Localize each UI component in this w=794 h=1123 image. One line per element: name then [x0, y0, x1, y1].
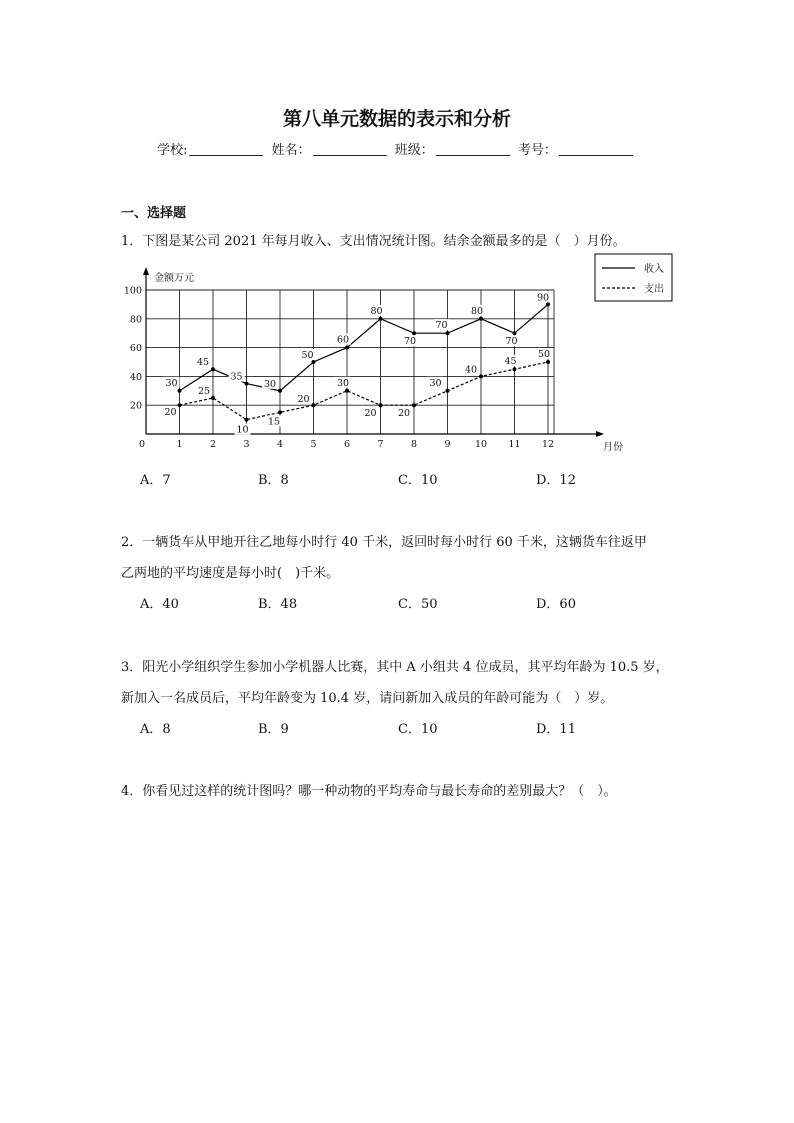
school-label: 学校: — [157, 143, 188, 158]
income-point — [211, 367, 215, 371]
question-2-line-1: 2．一辆货车从甲地开往乙地每小时行 40 千米，返回时每小时行 60 千米，这辆货车往返甲 — [121, 535, 647, 550]
income-data-label: 70 — [505, 336, 518, 348]
chart-legend — [595, 254, 672, 301]
x-axis-arrow — [596, 431, 604, 437]
expense-point — [211, 396, 215, 400]
expense-data-label: 20 — [164, 407, 177, 419]
y-tick-label: 60 — [129, 343, 142, 355]
exam-number-blank[interactable] — [559, 142, 633, 156]
chart-series — [178, 302, 551, 421]
x-tick-label: 12 — [541, 439, 555, 450]
x-tick-label: 10 — [474, 439, 488, 450]
expense-data-label: 30 — [336, 377, 350, 389]
class-blank[interactable] — [436, 142, 510, 156]
income-point — [479, 317, 483, 321]
expense-data-label: 30 — [429, 377, 442, 389]
x-tick-label: 6 — [343, 439, 351, 450]
q1-option-b[interactable]: B．8 — [258, 473, 289, 488]
income-data-label: 50 — [301, 350, 314, 361]
q2-option-d[interactable]: D．60 — [536, 597, 576, 612]
expense-point — [546, 360, 550, 364]
expense-point — [479, 374, 483, 378]
income-point — [178, 389, 182, 393]
name-label: 姓名： — [271, 143, 311, 158]
question-3-line-2: 新加入一名成员后，平均年龄变为 10.4 岁，请问新加入成员的年龄可能为（ ）岁。 — [121, 691, 614, 706]
exam-number-label: 考号： — [517, 143, 557, 158]
x-tick-label: 5 — [310, 439, 317, 450]
income-data-label: 90 — [536, 292, 550, 304]
expense-data-label: 20 — [297, 394, 310, 406]
q3-option-a[interactable]: A．8 — [140, 722, 171, 737]
q2-option-a[interactable]: A．40 — [140, 597, 179, 612]
name-blank[interactable] — [313, 142, 387, 156]
question-2-line-2: 乙两地的平均速度是每小时( )千米。 — [121, 566, 340, 581]
income-data-label: 80 — [470, 305, 484, 317]
expense-point — [446, 389, 450, 393]
question-3-line-1: 3．阳光小学组织学生参加小学机器人比赛，其中 A 小组共 4 位成员，其平均年龄为 10.5 岁， — [121, 660, 669, 675]
legend-income-label: 收入 — [644, 264, 664, 275]
income-data-label: 45 — [196, 357, 210, 369]
q1-option-d[interactable]: D．12 — [536, 473, 576, 488]
income-data-label: 60 — [336, 334, 350, 346]
expense-point — [379, 403, 383, 407]
q2-option-c[interactable]: C．50 — [398, 597, 438, 612]
q2-option-b[interactable]: B．48 — [258, 597, 298, 612]
question-1-text: 1．下图是某公司 2021 年每月收入、支出情况统计图。结余金额最多的是（ ）月份。 — [121, 234, 626, 249]
income-point — [278, 389, 282, 393]
expense-data-label: 20 — [397, 408, 411, 420]
income-point — [446, 331, 450, 335]
income-point — [345, 346, 349, 350]
income-expense-line-chart — [118, 248, 678, 458]
income-data-label: 70 — [435, 320, 448, 332]
student-info-line — [0, 139, 794, 158]
x-tick-label: 4 — [276, 439, 284, 450]
income-point — [513, 331, 517, 335]
school-blank[interactable] — [189, 142, 263, 156]
page-title: 第八单元数据的表示和分析 — [282, 108, 511, 130]
q3-option-d[interactable]: D．11 — [536, 722, 576, 737]
expense-data-label: 25 — [197, 386, 211, 397]
y-axis-arrow — [143, 267, 149, 275]
q3-option-c[interactable]: C．10 — [398, 722, 438, 737]
x-tick-label: 7 — [377, 439, 384, 450]
x-tick-label: 3 — [243, 439, 250, 450]
y-tick-label: 40 — [129, 371, 142, 383]
expense-data-label: 45 — [504, 356, 517, 368]
q3-option-b[interactable]: B．9 — [258, 722, 289, 737]
x-tick-label: 2 — [209, 439, 217, 450]
expense-point — [513, 367, 517, 371]
class-label: 班级： — [394, 143, 434, 158]
y-tick-label: 80 — [129, 314, 142, 326]
x-tick-label: 8 — [410, 439, 418, 450]
expense-point — [312, 403, 316, 407]
income-point — [245, 382, 249, 386]
y-tick-label: 20 — [129, 400, 142, 412]
income-data-label: 35 — [230, 371, 243, 383]
expense-point — [345, 389, 349, 393]
income-point — [379, 317, 383, 321]
expense-point — [278, 410, 282, 414]
income-point — [412, 331, 416, 335]
q1-option-a[interactable]: A．7 — [140, 473, 171, 488]
y-tick-label: 100 — [123, 285, 142, 297]
income-data-label: 70 — [403, 336, 417, 348]
section-heading: 一、选择题 — [121, 206, 187, 221]
income-data-label: 80 — [370, 305, 383, 317]
expense-point — [412, 403, 416, 407]
expense-point — [245, 418, 249, 422]
expense-data-label: 15 — [267, 416, 281, 428]
x-tick-label: 11 — [508, 439, 521, 450]
expense-data-label: 50 — [537, 349, 551, 360]
q1-option-c[interactable]: C．10 — [398, 473, 438, 488]
income-data-label: 30 — [165, 377, 178, 389]
x-axis-title: 月份 — [603, 442, 623, 453]
y-axis-title: 金额万元 — [154, 273, 194, 284]
legend-expense-label: 支出 — [644, 284, 664, 295]
expense-data-label: 40 — [464, 364, 478, 376]
origin-label: 0 — [138, 439, 146, 450]
expense-data-label: 10 — [236, 424, 249, 436]
expense-data-label: 20 — [364, 408, 377, 420]
question-4-text: 4．你看见过这样的统计图吗？哪一种动物的平均寿命与最长寿命的差别最大？（ ）。 — [121, 784, 617, 799]
income-data-label: 30 — [263, 378, 277, 390]
x-tick-label: 1 — [176, 439, 183, 450]
x-tick-label: 9 — [444, 439, 451, 450]
